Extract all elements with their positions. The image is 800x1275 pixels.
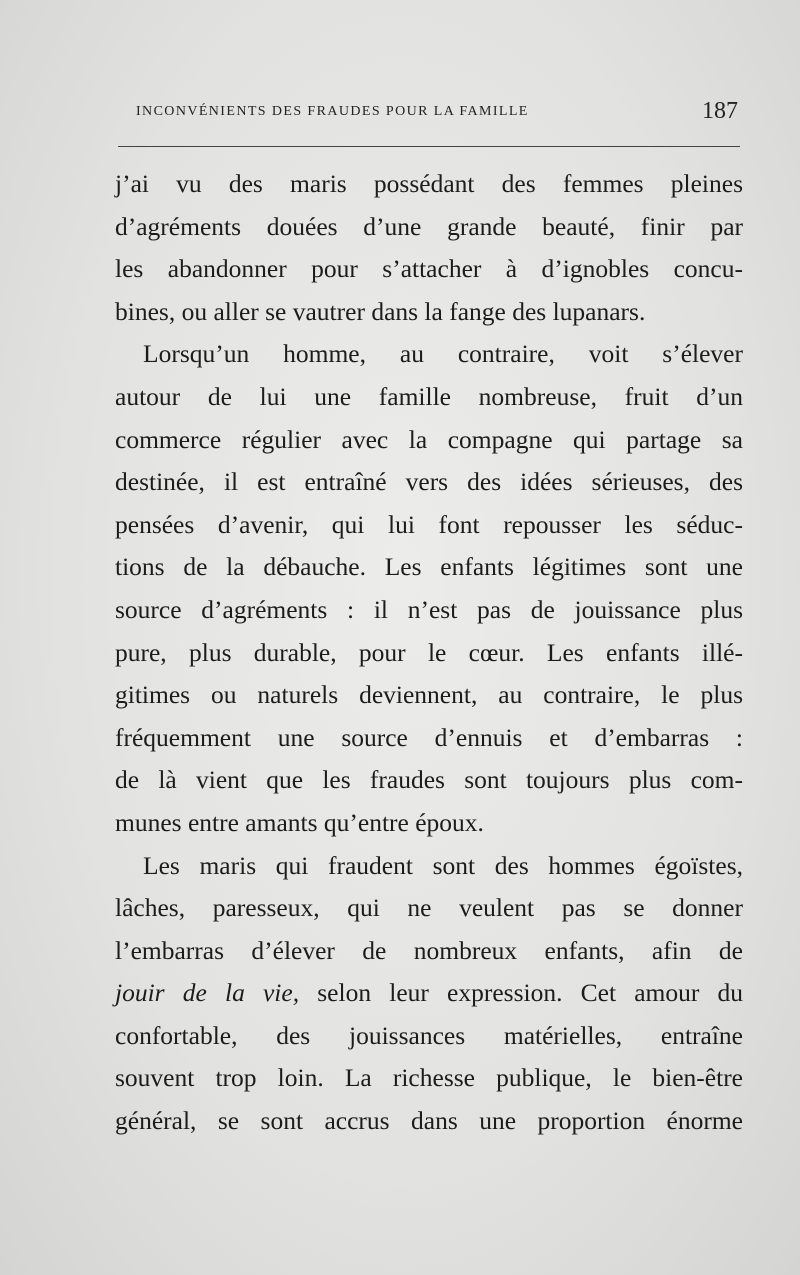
paragraph-start: Les maris qui fraudent sont des hommes égoïstes, xyxy=(143,850,743,880)
text-line: général, se sont accrus dans une proportion énorme xyxy=(115,1106,743,1136)
text-line: lâches, paresseux, qui ne veulent pas se donner xyxy=(115,893,743,923)
text-line: de là vient que les fraudes sont toujours plus com- xyxy=(115,765,743,795)
paragraph-start: Lorsqu’un homme, au contraire, voit s’élever xyxy=(143,339,743,369)
text-line: pure, plus durable, pour le cœur. Les enfants illé- xyxy=(115,637,743,667)
text-line: munes entre amants qu’entre époux. xyxy=(115,807,484,837)
page-number: 187 xyxy=(702,98,738,124)
text-line: gitimes ou naturels deviennent, au contraire, le plus xyxy=(115,680,743,710)
text-fragment: selon leur expression. Cet amour du xyxy=(317,978,744,1008)
text-line: autour de lui une famille nombreuse, fruit d’un xyxy=(115,381,743,411)
text-line: l’embarras d’élever de nombreux enfants, afin de xyxy=(115,935,743,965)
text-line-with-italic xyxy=(115,972,743,1015)
text-line: source d’agréments : il n’est pas de jouissance plus xyxy=(115,594,743,624)
running-head xyxy=(118,98,740,130)
body-text xyxy=(115,163,743,1143)
text-line: fréquemment une source d’ennuis et d’embarras : xyxy=(115,722,743,752)
text-line: d’agréments douées d’une grande beauté, finir par xyxy=(115,211,743,241)
text-line: destinée, il est entraîné vers des idées sérieuses, des xyxy=(115,467,743,497)
text-line: tions de la débauche. Les enfants légitimes sont une xyxy=(115,552,743,582)
text-line: pensées d’avenir, qui lui font repousser les séduc- xyxy=(115,509,743,539)
text-line: les abandonner pour s’attacher à d’ignobles concu- xyxy=(115,254,743,284)
text-line: commerce régulier avec la compagne qui partage sa xyxy=(115,424,743,454)
running-title: INCONVÉNIENTS DES FRAUDES POUR LA FAMILLE xyxy=(136,104,529,119)
header-rule xyxy=(118,146,740,147)
text-line: confortable, des jouissances matérielles, entraîne xyxy=(115,1020,743,1050)
text-line: bines, ou aller se vautrer dans la fange des lupanars. xyxy=(115,296,646,326)
text-line: souvent trop loin. La richesse publique, le bien-être xyxy=(115,1063,743,1093)
italic-phrase: jouir de la vie, xyxy=(115,978,300,1008)
text-line: j’ai vu des maris possédant des femmes pleines xyxy=(115,169,743,198)
